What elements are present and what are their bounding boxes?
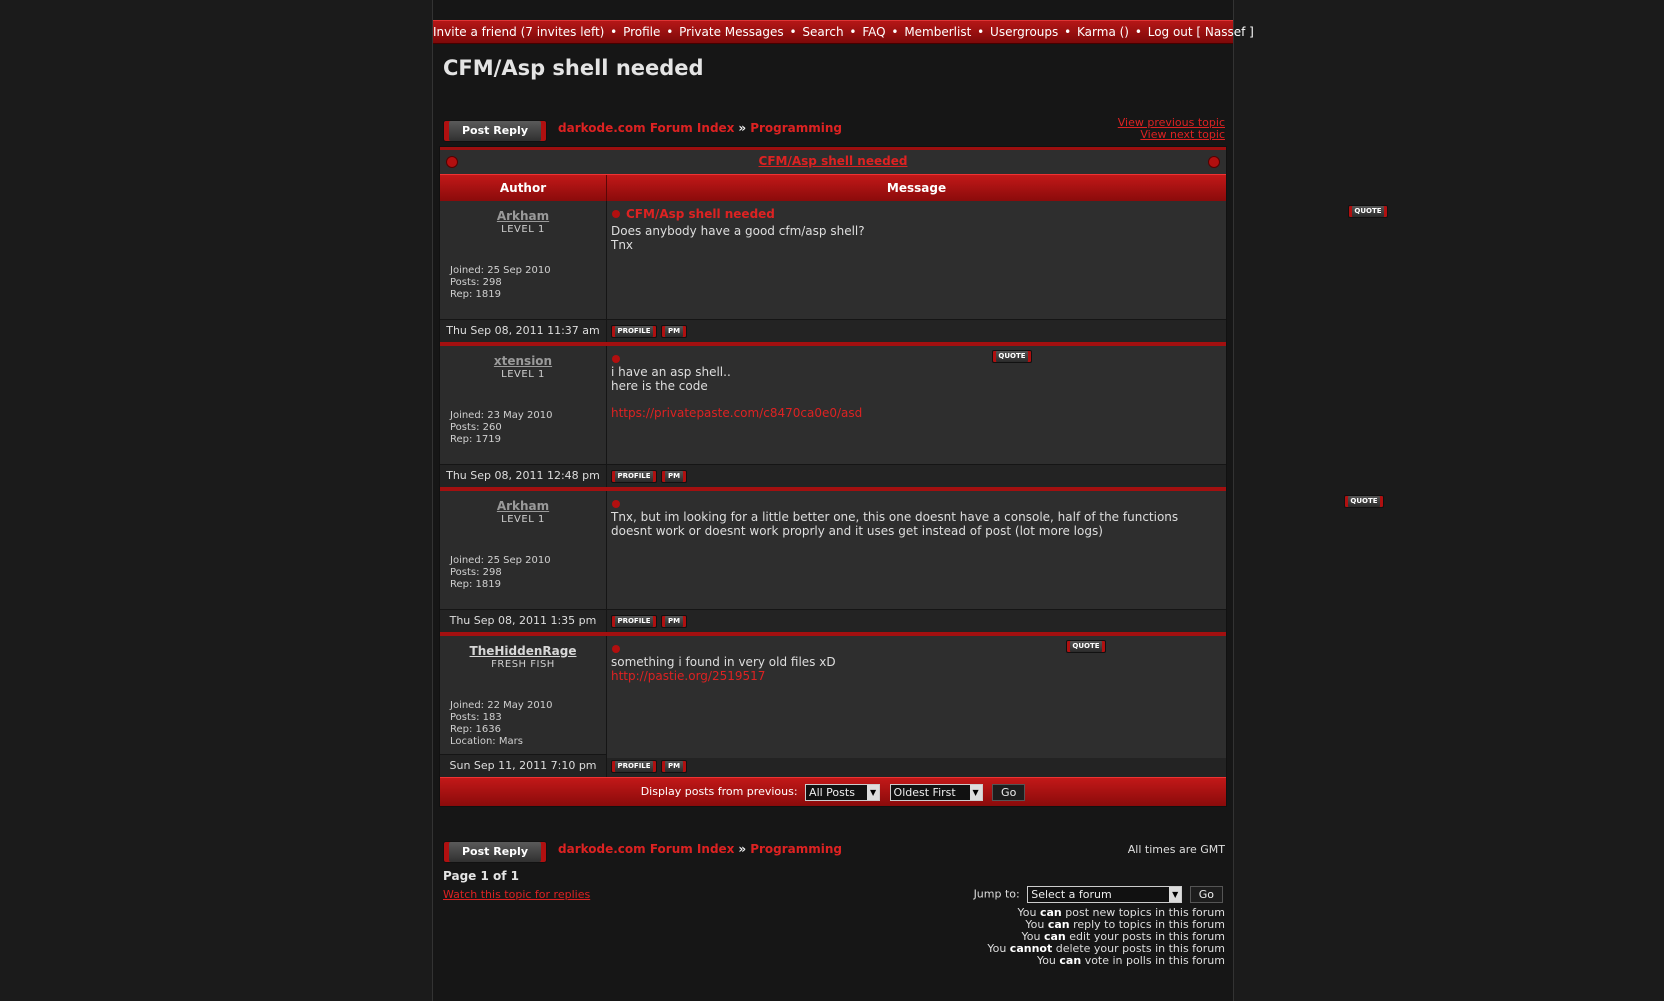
- post-bullet-icon: [612, 645, 620, 653]
- post-author-info: [450, 265, 551, 301]
- table-title-bar: [440, 147, 1226, 174]
- post-subject: [612, 207, 775, 221]
- post-bullet-icon: [612, 355, 620, 363]
- display-options-bar: [440, 777, 1226, 806]
- breadcrumb-forum-link[interactable]: Programming: [750, 842, 843, 856]
- post-row: [440, 487, 1378, 609]
- post-link[interactable]: https://privatepaste.com/c8470ca0e0/asd: [611, 406, 863, 420]
- author-joined: Joined: 25 Sep 2010: [450, 555, 551, 566]
- post-line: doesnt work or doesnt work proprly and it uses get instead of post (lot more logs): [611, 524, 1103, 538]
- watch-topic-link[interactable]: Watch this topic for replies: [443, 888, 591, 901]
- chevron-down-icon: ▼: [1169, 887, 1181, 902]
- post-line: Tnx, but im looking for a little better one, this one doesnt have a console, half of the functions: [611, 510, 1179, 524]
- chevron-down-icon: ▼: [970, 785, 982, 800]
- author-column-header: Author: [440, 175, 607, 201]
- author-posts: Posts: 298: [450, 277, 502, 288]
- post-bullet-icon: [612, 210, 620, 218]
- post-author-rank: LEVEL 1: [501, 224, 545, 235]
- order-select-value: Oldest First: [893, 785, 956, 799]
- jump-label: Jump to:: [973, 887, 1020, 901]
- profile-button[interactable]: PROFILE: [611, 760, 657, 773]
- pm-button[interactable]: PM: [661, 325, 687, 338]
- post-author-info: [450, 700, 552, 748]
- author-joined: Joined: 22 May 2010: [450, 700, 553, 711]
- jump-to-form: [974, 886, 1223, 903]
- post-author-rank: LEVEL 1: [501, 514, 545, 525]
- left-dot-icon: [446, 156, 458, 168]
- page-indicator: Page 1 of 1: [443, 869, 519, 883]
- pm-button[interactable]: PM: [661, 470, 687, 483]
- post-author-name[interactable]: Arkham: [496, 209, 550, 223]
- post-line: here is the code: [611, 379, 708, 393]
- view-next-topic-link[interactable]: View next topic: [1140, 128, 1225, 141]
- view-previous-topic-link[interactable]: View previous topic: [1117, 116, 1225, 129]
- post-body: [611, 510, 1178, 538]
- permission-line: You can edit your posts in this forum: [1021, 930, 1225, 943]
- post-actions: [607, 610, 1226, 632]
- post-date: Sun Sep 11, 2011 7:10 pm: [440, 755, 607, 777]
- post-footer: [440, 754, 1226, 777]
- jump-select-value: Select a forum: [1031, 888, 1112, 901]
- nav-logout-link[interactable]: Log out [ Nassef ]: [1147, 25, 1254, 39]
- post-line: Tnx: [611, 238, 634, 252]
- quote-button[interactable]: QUOTE: [1066, 640, 1106, 653]
- author-rep: Rep: 1719: [450, 434, 501, 445]
- period-select[interactable]: [805, 784, 880, 801]
- post-author-info: [450, 555, 551, 591]
- post-line: i have an asp shell..: [611, 365, 731, 379]
- nav-usergroups-link[interactable]: Usergroups: [990, 25, 1059, 39]
- quote-button[interactable]: QUOTE: [1344, 495, 1384, 508]
- post-author-rank: FRESH FISH: [491, 659, 555, 670]
- author-posts: Posts: 260: [450, 422, 502, 433]
- author-location: Location: Mars: [450, 736, 523, 747]
- post-date: Thu Sep 08, 2011 11:37 am: [440, 320, 607, 342]
- post-line: Does anybody have a good cfm/asp shell?: [611, 224, 865, 238]
- breadcrumb-forum-link[interactable]: Programming: [750, 121, 843, 135]
- post-author-name[interactable]: Arkham: [496, 499, 550, 513]
- order-select[interactable]: [890, 784, 983, 801]
- nav-invite-link[interactable]: Invite a friend (7 invites left): [433, 25, 605, 39]
- table-title-link[interactable]: CFM/Asp shell needed: [758, 154, 908, 168]
- nav-pm-link[interactable]: Private Messages: [679, 25, 784, 39]
- post-date: Thu Sep 08, 2011 12:48 pm: [440, 465, 607, 487]
- top-navigation: Invite a friend (7 invites left) • Profile • Private Messages • Search • FAQ • Memberlist • Usergroups • Karma () • Log out [ Nassef ]: [433, 20, 1233, 44]
- permission-line: You can reply to topics in this forum: [1025, 918, 1225, 931]
- breadcrumb: darkode.com Forum Index » Programming: [558, 121, 843, 135]
- post-reply-button[interactable]: Post Reply: [443, 120, 547, 142]
- timezone-note: All times are GMT: [1127, 843, 1225, 856]
- author-posts: Posts: 183: [450, 712, 502, 723]
- post-footer: [440, 319, 1226, 342]
- post-message-cell: [607, 636, 1226, 758]
- author-rep: Rep: 1819: [450, 289, 501, 300]
- post-reply-button-bottom[interactable]: Post Reply: [443, 841, 547, 863]
- post-row: [440, 342, 1226, 464]
- post-subject: [612, 642, 626, 656]
- page-title: CFM/Asp shell needed: [443, 56, 704, 80]
- nav-faq-link[interactable]: FAQ: [862, 25, 886, 39]
- post-author-cell: [440, 636, 607, 754]
- author-posts: Posts: 298: [450, 567, 502, 578]
- quote-button[interactable]: QUOTE: [992, 350, 1032, 363]
- post-author-cell: [440, 491, 607, 609]
- author-joined: Joined: 25 Sep 2010: [450, 265, 551, 276]
- post-message-cell: [607, 346, 1226, 464]
- nav-karma-link[interactable]: Karma (): [1077, 25, 1129, 39]
- period-select-value: All Posts: [809, 785, 855, 799]
- permissions-list: [987, 907, 1225, 967]
- post-actions: [607, 465, 1226, 487]
- post-footer: [440, 609, 1226, 632]
- permission-line: You cannot delete your posts in this forum: [987, 942, 1225, 955]
- profile-button[interactable]: PROFILE: [611, 325, 657, 338]
- pm-button[interactable]: PM: [661, 615, 687, 628]
- post-footer: [440, 464, 1226, 487]
- jump-forum-select[interactable]: [1027, 886, 1182, 903]
- post-link[interactable]: http://pastie.org/2519517: [611, 669, 766, 683]
- post-author-rank: LEVEL 1: [501, 369, 545, 380]
- jump-go-button[interactable]: Go: [1190, 886, 1223, 903]
- post-body: [611, 655, 836, 683]
- quote-button[interactable]: QUOTE: [1348, 205, 1388, 218]
- post-message-cell: [607, 491, 1378, 609]
- nav-memberlist-link[interactable]: Memberlist: [904, 25, 972, 39]
- author-joined: Joined: 23 May 2010: [450, 410, 553, 421]
- page-container: [432, 0, 1382, 1001]
- display-go-button[interactable]: Go: [992, 784, 1025, 801]
- post-message-cell: [607, 201, 1382, 319]
- post-line: something i found in very old files xD: [611, 655, 836, 669]
- profile-button[interactable]: PROFILE: [611, 470, 657, 483]
- nav-search-link[interactable]: Search: [802, 25, 844, 39]
- post-row: [440, 632, 1226, 754]
- post-author-info: [450, 410, 552, 446]
- author-rep: Rep: 1819: [450, 579, 501, 590]
- permission-line: You can post new topics in this forum: [1017, 906, 1225, 919]
- post-subject-text: CFM/Asp shell needed: [626, 207, 775, 221]
- post-actions: [607, 320, 1226, 342]
- permission-line: You can vote in polls in this forum: [1036, 954, 1225, 967]
- post-author-name[interactable]: TheHiddenRage: [469, 644, 577, 658]
- profile-button[interactable]: PROFILE: [611, 615, 657, 628]
- message-column-header: Message: [886, 181, 947, 195]
- display-label: Display posts from previous:: [640, 785, 798, 798]
- posts-table: [439, 146, 1382, 807]
- post-author-cell: [440, 201, 607, 319]
- pm-button[interactable]: PM: [661, 760, 687, 773]
- post-spacer: [611, 393, 862, 406]
- post-subject: [612, 497, 626, 511]
- post-subject: [612, 352, 626, 366]
- breadcrumb-index-link[interactable]: darkode.com Forum Index: [558, 842, 735, 856]
- post-actions: [607, 755, 1226, 777]
- right-dot-icon: [1208, 156, 1220, 168]
- breadcrumb-index-link[interactable]: darkode.com Forum Index: [558, 121, 735, 135]
- post-bullet-icon: [612, 500, 620, 508]
- chevron-down-icon: ▼: [867, 785, 879, 800]
- post-row: [440, 201, 1382, 319]
- post-author-name[interactable]: xtension: [493, 354, 553, 368]
- post-date: Thu Sep 08, 2011 1:35 pm: [440, 610, 607, 632]
- breadcrumb-bottom: darkode.com Forum Index » Programming: [558, 842, 843, 856]
- table-header: [440, 174, 1226, 201]
- nav-profile-link[interactable]: Profile: [623, 25, 661, 39]
- post-body: [611, 365, 862, 420]
- post-author-cell: [440, 346, 607, 464]
- topic-navigation: [1118, 117, 1225, 141]
- author-rep: Rep: 1636: [450, 724, 501, 735]
- post-body: [611, 224, 865, 252]
